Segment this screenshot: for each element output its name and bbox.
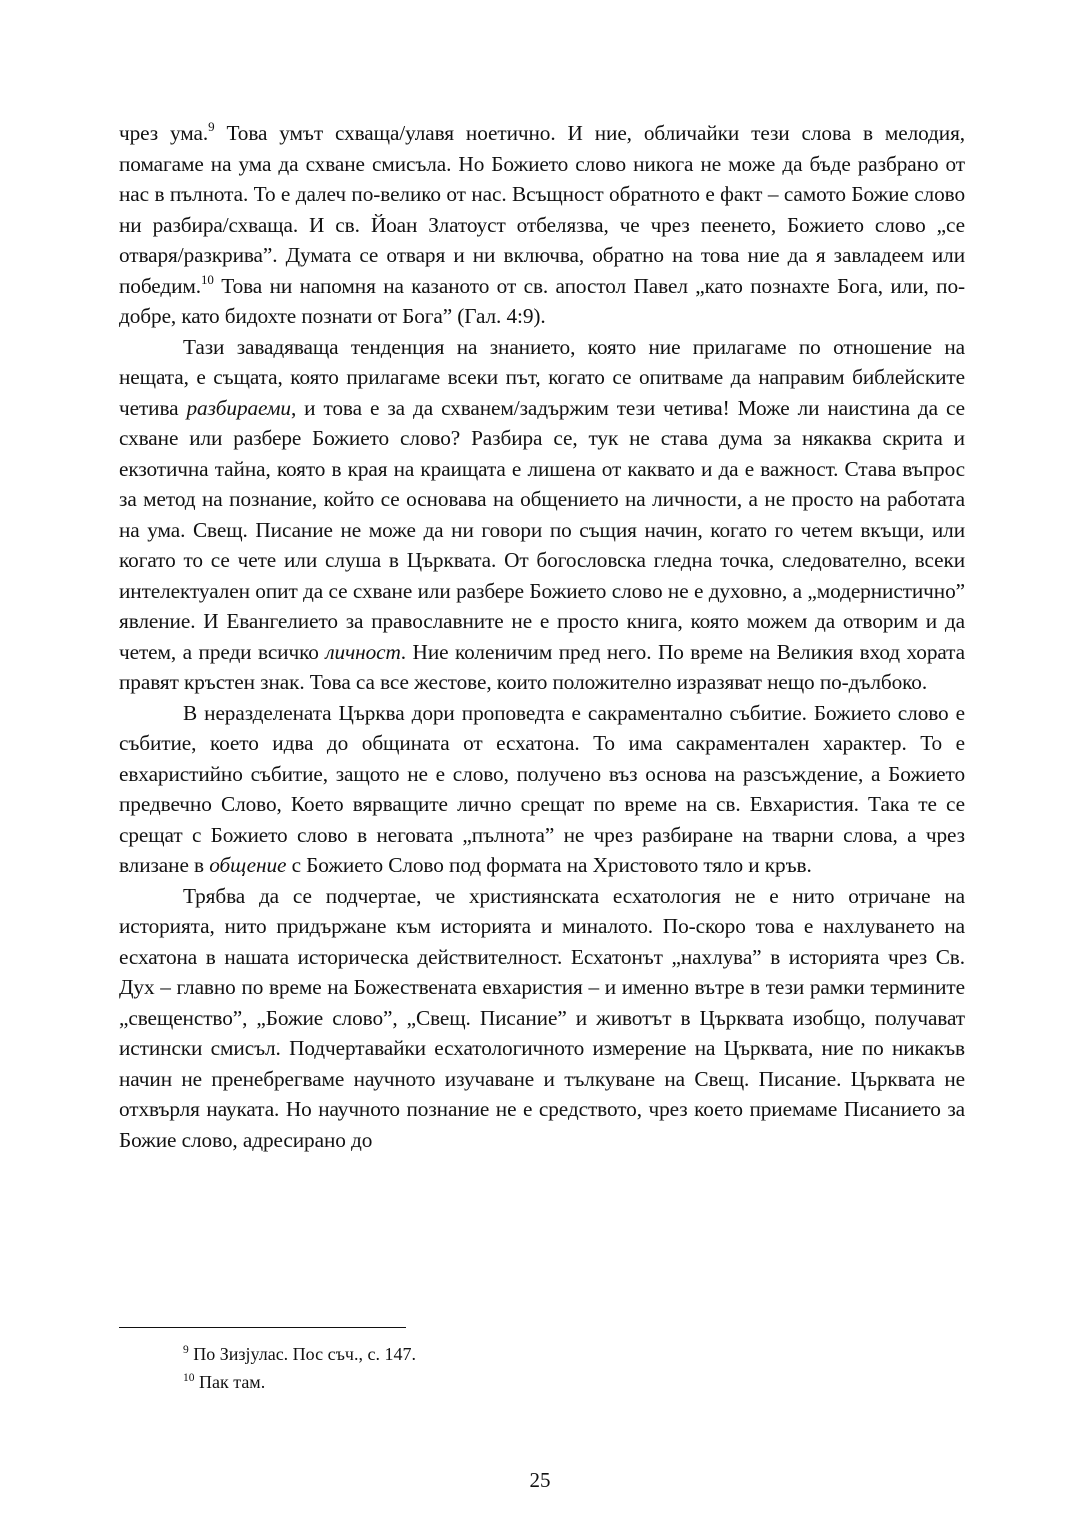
page-number: 25 <box>529 1468 551 1492</box>
emphasis-text: общение <box>209 853 287 877</box>
paragraph-4: Трябва да се подчертае, че християнската есхатология не е нито отричане на историята, нито придържане към историята и миналото. По-скоро това е нахлуването на есхатона в нашата историческа действителност. Есхатонът „нахлува” в историята чрез Св. Дух – главно по време на Божествената евхаристия – и именно вътре в тези рамки термините „свещенство”, „Божие слово”, „Свещ. Писание” и животът в Църквата изобщо, получават истински смисъл. Подчертавайки есхатологичното измерение на Църквата, ние по никакъв начин не пренебрегваме научното изучаване и тълкуване на Свещ. Писание. Църквата не отхвърля науката. Но научното познание не е средството, чрез което приемаме Писанието за Божие слово, адресирано до <box>119 883 965 1152</box>
paragraph-2: Тази завадяваща тенденция на знанието, която ние прилагаме по отношение на нещата, е същата, която прилагаме всеки път, когато се опитваме да направим библейските четива разбираеми, и това е за да схванем/задържим тези четива! Може ли наистина да се схване или разбере Божието слово? Разбира се, тук не става дума за някаква скрита и екзотична тайна, която в края на краищата е лишена от каквато и да е важност. Става въпрос за метод на познание, който се основава на общението на личности, а не просто на работата на ума. Свещ. Писание не може да ни говори по същия начин, когато го четем вкъщи, или когато то се чете или слуша в Църквата. От богословска гледна точка, следователно, всеки интелектуален опит да се схване или разбере Божието слово не е духовно, а „модернистично” явление. И Евангелието за православните не е просто книга, която можем да отворим и да четем, а преди всичко личност. Ние коленичим пред него. По време на Великия вход хората правят кръстен знак. Това са все жестове, които положително изразяват нещо по-дълбоко. <box>119 334 965 694</box>
footnote-separator <box>119 1327 406 1328</box>
footnote-10: $^{10}$ Пак там. <box>183 1372 266 1392</box>
footnotes <box>119 1340 965 1396</box>
paragraph-1: чрез ума.$^9$ Това умът схваща/улавя ноетично. И ние, обличайки тези слова в мелодия, помагаме на ума да схване смисъла. Но Божието слово никога не може да бъде разбрано от нас в пълнота. То е далеч по-велико от нас. Всъщност обратното е факт – самото Божие слово ни разбира/схваща. И св. Йоан Златоуст отбелязва, че чрез пеенето, Божието слово „се отваря/разкрива”. Думата се отваря и ни включва, обратно на това ние да я завладеем или победим.$^{10}$ Това ни напомня на казаното от св. апостол Павел „като познахте Бога, или, по-добре, като бидохте познати от Бога” (Гал. 4:9). <box>119 119 965 328</box>
footnote-ref-10[interactable]: 10 <box>201 271 214 287</box>
footnote-ref-9[interactable]: 9 <box>208 119 215 134</box>
paragraph-3: В неразделената Църква дори проповедта е сакраментално събитие. Божието слово е събитие, което идва до общината от есхатона. То има сакраментален характер. То е евхаристийно събитие, защото не е слово, получено въз основа на разсъждение, а Божието предвечно Слово, Което вярващите лично срещат по време на св. Евхаристия. Така те се срещат с Божието слово в неговата „пълнота” не чрез разбиране на тварни слова, а чрез влизане в общение с Божието Слово под формата на Христовото тяло и кръв. <box>119 700 965 877</box>
emphasis-text: личност <box>325 639 401 664</box>
main-text <box>119 118 965 1155</box>
footnote-9: $^9$ По Зизјулас. Пос съч., с. 147. <box>183 1344 416 1364</box>
emphasis-text: разбираеми <box>186 395 291 420</box>
